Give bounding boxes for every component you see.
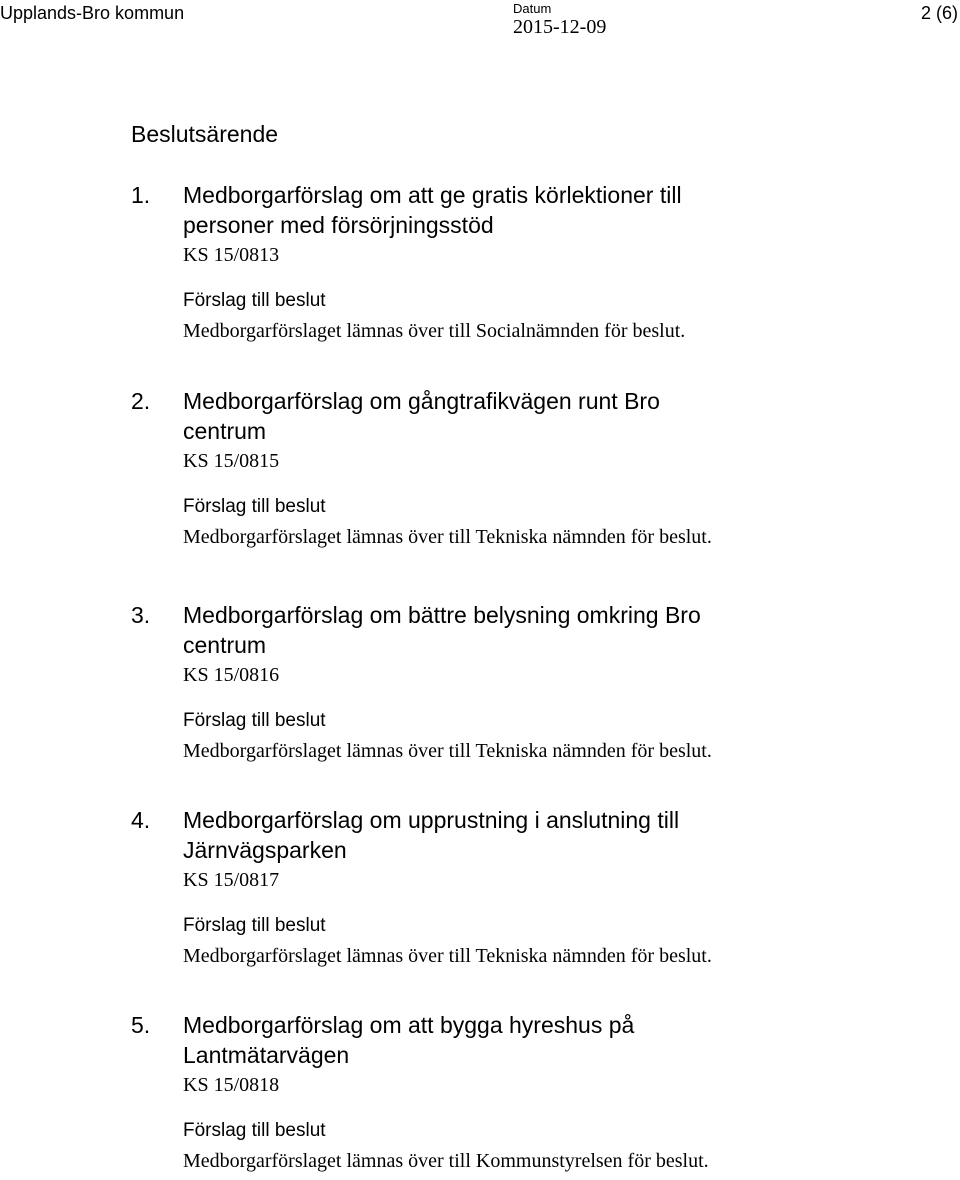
item-title: Medborgarförslag om upprustning i anslutning till Järnvägsparken: [183, 807, 680, 863]
case-number: KS 15/0816: [183, 664, 280, 686]
item-number: 5.: [131, 1012, 151, 1038]
document-date: 2015-12-09: [513, 16, 607, 38]
agenda-item-5: [131, 1010, 831, 1173]
proposal-label: Förslag till beslut: [183, 915, 326, 936]
proposal-text: Medborgarförslaget lämnas över till Kommunstyrelsen för beslut.: [183, 1150, 709, 1172]
proposal-label: Förslag till beslut: [183, 496, 326, 517]
case-number: KS 15/0818: [183, 1074, 280, 1096]
page-number: 2 (6): [921, 3, 959, 23]
organization-name: Upplands-Bro kommun: [0, 3, 185, 23]
item-number: 1.: [131, 182, 151, 208]
proposal-text: Medborgarförslaget lämnas över till Tekniska nämnden för beslut.: [183, 526, 712, 548]
case-number: KS 15/0813: [183, 244, 280, 266]
agenda-item-4: [131, 805, 831, 968]
item-title: Medborgarförslag om att ge gratis körlektioner till personer med försörjningsstöd: [183, 182, 682, 238]
agenda-item-1: [131, 180, 831, 343]
item-number: 4.: [131, 807, 151, 833]
case-number: KS 15/0815: [183, 450, 280, 472]
proposal-label: Förslag till beslut: [183, 710, 326, 731]
proposal-text: Medborgarförslaget lämnas över till Tekniska nämnden för beslut.: [183, 740, 712, 762]
item-title: Medborgarförslag om att bygga hyreshus på Lantmätarvägen: [183, 1012, 635, 1068]
agenda-item-3: [131, 600, 831, 763]
section-heading: Beslutsärende: [131, 121, 279, 147]
agenda-item-2: [131, 386, 831, 549]
proposal-text: Medborgarförslaget lämnas över till Socialnämnden för beslut.: [183, 320, 686, 342]
case-number: KS 15/0817: [183, 869, 280, 891]
item-title: Medborgarförslag om gångtrafikvägen runt Bro centrum: [183, 388, 660, 444]
proposal-label: Förslag till beslut: [183, 1120, 326, 1141]
date-label: Datum: [513, 1, 552, 16]
item-number: 3.: [131, 602, 151, 628]
date-block: [513, 2, 606, 38]
proposal-text: Medborgarförslaget lämnas över till Tekniska nämnden för beslut.: [183, 945, 712, 967]
proposal-label: Förslag till beslut: [183, 290, 326, 311]
item-number: 2.: [131, 388, 151, 414]
item-title: Medborgarförslag om bättre belysning omkring Bro centrum: [183, 602, 701, 658]
